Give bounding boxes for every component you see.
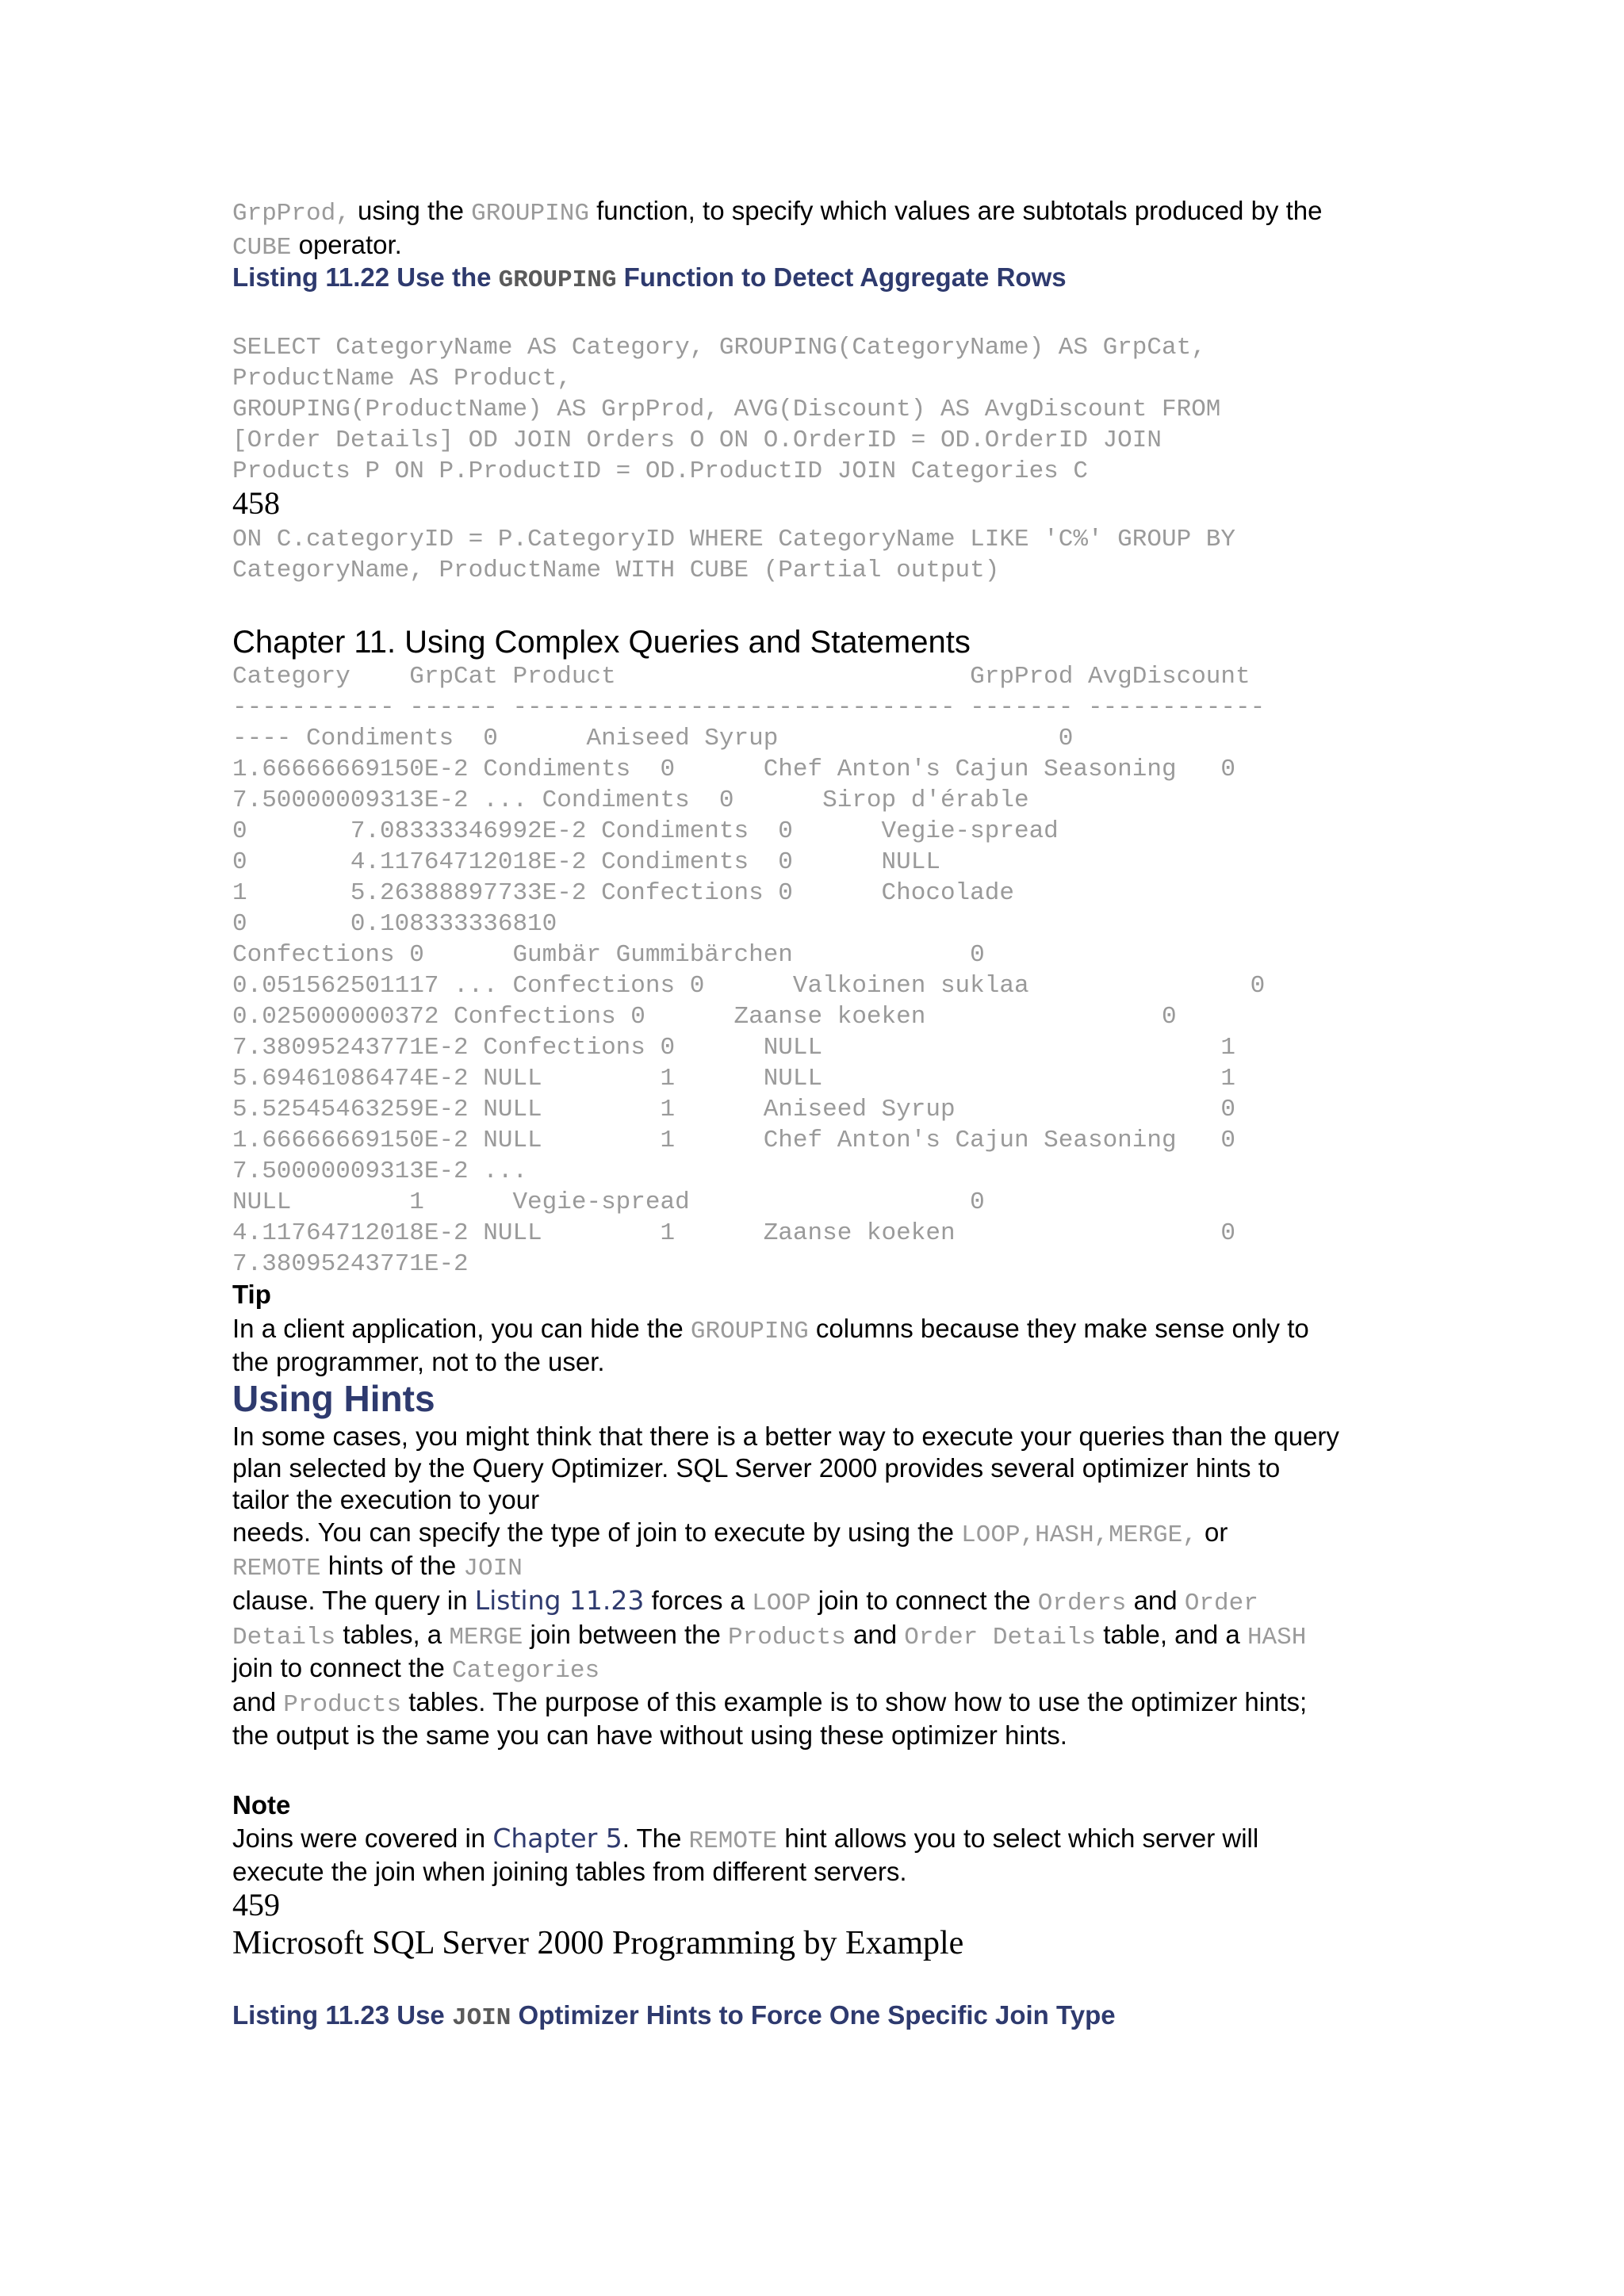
paragraph-line: the output is the same you can have without using these optimizer hints.	[232, 1720, 1067, 1750]
intro-line-2	[232, 228, 402, 265]
inline-code: Order	[1184, 1590, 1258, 1617]
inline-code: GROUPING	[690, 1318, 809, 1345]
note-line-1	[232, 1822, 1258, 1858]
tip-line-2: the programmer, not to the user.	[232, 1347, 605, 1376]
code-line: GROUPING(ProductName) AS GrpProd, AVG(Discount) AS AvgDiscount FROM	[232, 396, 1221, 423]
text: tables, a	[335, 1620, 450, 1649]
inline-code: Categories	[452, 1657, 600, 1685]
text: and	[232, 1687, 284, 1716]
inline-code: GROUPING	[471, 200, 589, 228]
output-line: 7.50000009313E-2 ... Condiments 0 Sirop d'érable	[232, 786, 1029, 814]
text: and	[845, 1620, 905, 1649]
paragraph-line	[232, 1584, 1258, 1621]
inline-code: REMOTE	[688, 1827, 778, 1855]
paragraph-line	[232, 1516, 1228, 1552]
output-line: 1.66666669150E-2 NULL 1 Chef Anton's Cajun Seasoning 0	[232, 1127, 1236, 1154]
note-line-2: execute the join when joining tables from different servers.	[232, 1857, 907, 1886]
text: tables. The purpose of this example is to show how to use the optimizer hints;	[401, 1687, 1308, 1716]
inline-code: HASH	[1247, 1624, 1307, 1651]
note-label: Note	[232, 1790, 291, 1820]
chapter-heading: Chapter 11. Using Complex Queries and Statements	[232, 625, 971, 660]
inline-code: REMOTE	[232, 1555, 321, 1582]
output-line: 0.025000000372 Confections 0 Zaanse koeken 0	[232, 1003, 1177, 1031]
output-line: 1 5.26388897733E-2 Confections 0 Chocolade	[232, 879, 1014, 907]
output-line: Category GrpCat Product GrpProd AvgDiscount	[232, 663, 1251, 691]
code-line: ProductName AS Product,	[232, 365, 572, 392]
output-line: 0 4.11764712018E-2 Condiments 0 NULL	[232, 848, 940, 876]
code-line: [Order Details] OD JOIN Orders O ON O.OrderID = OD.OrderID JOIN	[232, 427, 1162, 454]
output-block	[232, 661, 1265, 1280]
output-line: 7.38095243771E-2	[232, 1250, 469, 1278]
inline-code: Orders	[1037, 1590, 1127, 1617]
text: join between the	[523, 1620, 729, 1649]
output-line: 0 0.108333336810	[232, 910, 557, 938]
text: Optimizer Hints to Force One Specific Join Type	[511, 2000, 1116, 2030]
inline-code: CUBE	[232, 234, 292, 262]
code-line: CategoryName, ProductName WITH CUBE (Partial output)	[232, 557, 1000, 584]
text: hints of the	[320, 1551, 464, 1580]
section-heading: Using Hints	[232, 1378, 435, 1419]
text: clause. The query in	[232, 1586, 475, 1615]
inline-code: JOIN	[451, 2004, 511, 2032]
text: table, and a	[1096, 1620, 1247, 1649]
inline-code: Order Details	[904, 1624, 1097, 1651]
text: using the	[350, 196, 472, 225]
paragraph-line: tailor the execution to your	[232, 1485, 540, 1514]
listing-caption-11-22	[232, 261, 1067, 297]
text: or	[1197, 1517, 1228, 1547]
tip-label: Tip	[232, 1280, 271, 1309]
text: . The	[622, 1823, 689, 1853]
text: Listing 11.22 Use the	[232, 262, 499, 292]
output-line: 7.38095243771E-2 Confections 0 NULL 1	[232, 1034, 1236, 1062]
output-line: Confections 0 Gumbär Gummibärchen 0	[232, 941, 985, 969]
text: needs. You can specify the type of join to execute by using the	[232, 1517, 962, 1547]
output-line: ---- Condiments 0 Aniseed Syrup 0	[232, 725, 1074, 752]
inline-code: LOOP	[752, 1590, 811, 1617]
code-line: SELECT CategoryName AS Category, GROUPING(CategoryName) AS GrpCat,	[232, 334, 1206, 362]
inline-code: GROUPING	[498, 266, 617, 294]
paragraph-line	[232, 1686, 1307, 1722]
book-title: Microsoft SQL Server 2000 Programming by Example	[232, 1925, 964, 1961]
intro-line-1	[232, 194, 1322, 231]
text: Joins were covered in	[232, 1823, 493, 1853]
code-line: Products P ON P.ProductID = OD.ProductID JOIN Categories C	[232, 457, 1088, 485]
page-number: 458	[232, 485, 280, 521]
text: join to connect the	[232, 1653, 453, 1682]
tip-line-1	[232, 1312, 1309, 1349]
text: function, to specify which values are subtotals produced by the	[588, 196, 1323, 225]
inline-code: Products	[728, 1624, 846, 1651]
output-line: ----------- ------ ------------------------------ ------- ------------	[232, 694, 1266, 721]
inline-code: JOIN	[463, 1555, 523, 1582]
output-line: 0.051562501117 ... Confections 0 Valkoinen suklaa 0	[232, 972, 1266, 1000]
text: and	[1126, 1586, 1185, 1615]
inline-code: Details	[232, 1624, 336, 1651]
text: Function to Detect Aggregate Rows	[616, 262, 1067, 292]
text: join to connect the	[810, 1586, 1038, 1615]
text: hint allows you to select which server will	[777, 1823, 1259, 1853]
text: columns because they make sense only to	[808, 1314, 1309, 1343]
chapter-link[interactable]: Chapter 5	[492, 1823, 622, 1854]
text: forces a	[644, 1586, 753, 1615]
output-line: 1.66666669150E-2 Condiments 0 Chef Anton's Cajun Seasoning 0	[232, 756, 1236, 783]
output-line: 0 7.08333346992E-2 Condiments 0 Vegie-spread	[232, 817, 1059, 845]
page-number: 459	[232, 1887, 280, 1923]
inline-code: LOOP,HASH,MERGE,	[961, 1521, 1197, 1549]
output-line: 5.52545463259E-2 NULL 1 Aniseed Syrup 0	[232, 1096, 1236, 1123]
paragraph-line	[232, 1618, 1306, 1655]
inline-code: Products	[283, 1691, 402, 1719]
output-line: 4.11764712018E-2 NULL 1 Zaanse koeken 0	[232, 1219, 1236, 1247]
code-line: ON C.categoryID = P.CategoryID WHERE CategoryName LIKE 'C%' GROUP BY	[232, 526, 1236, 553]
paragraph-line	[232, 1651, 599, 1688]
output-line: NULL 1 Vegie-spread 0	[232, 1188, 985, 1216]
paragraph-line	[232, 1549, 523, 1586]
text: operator.	[291, 230, 402, 259]
paragraph-line: plan selected by the Query Optimizer. SQL Server 2000 provides several optimizer hints to	[232, 1453, 1281, 1483]
output-line: 5.69461086474E-2 NULL 1 NULL 1	[232, 1065, 1236, 1093]
output-line: 7.50000009313E-2 ...	[232, 1158, 528, 1185]
inline-code: GrpProd,	[232, 200, 350, 228]
listing-link[interactable]: Listing 11.23	[474, 1585, 645, 1616]
inline-code: MERGE	[449, 1624, 523, 1651]
paragraph-line: In some cases, you might think that there is a better way to execute your queries than the query	[232, 1422, 1339, 1451]
text: In a client application, you can hide the	[232, 1314, 691, 1343]
text: Listing 11.23 Use	[232, 2000, 452, 2030]
listing-caption-11-23	[232, 1999, 1116, 2035]
